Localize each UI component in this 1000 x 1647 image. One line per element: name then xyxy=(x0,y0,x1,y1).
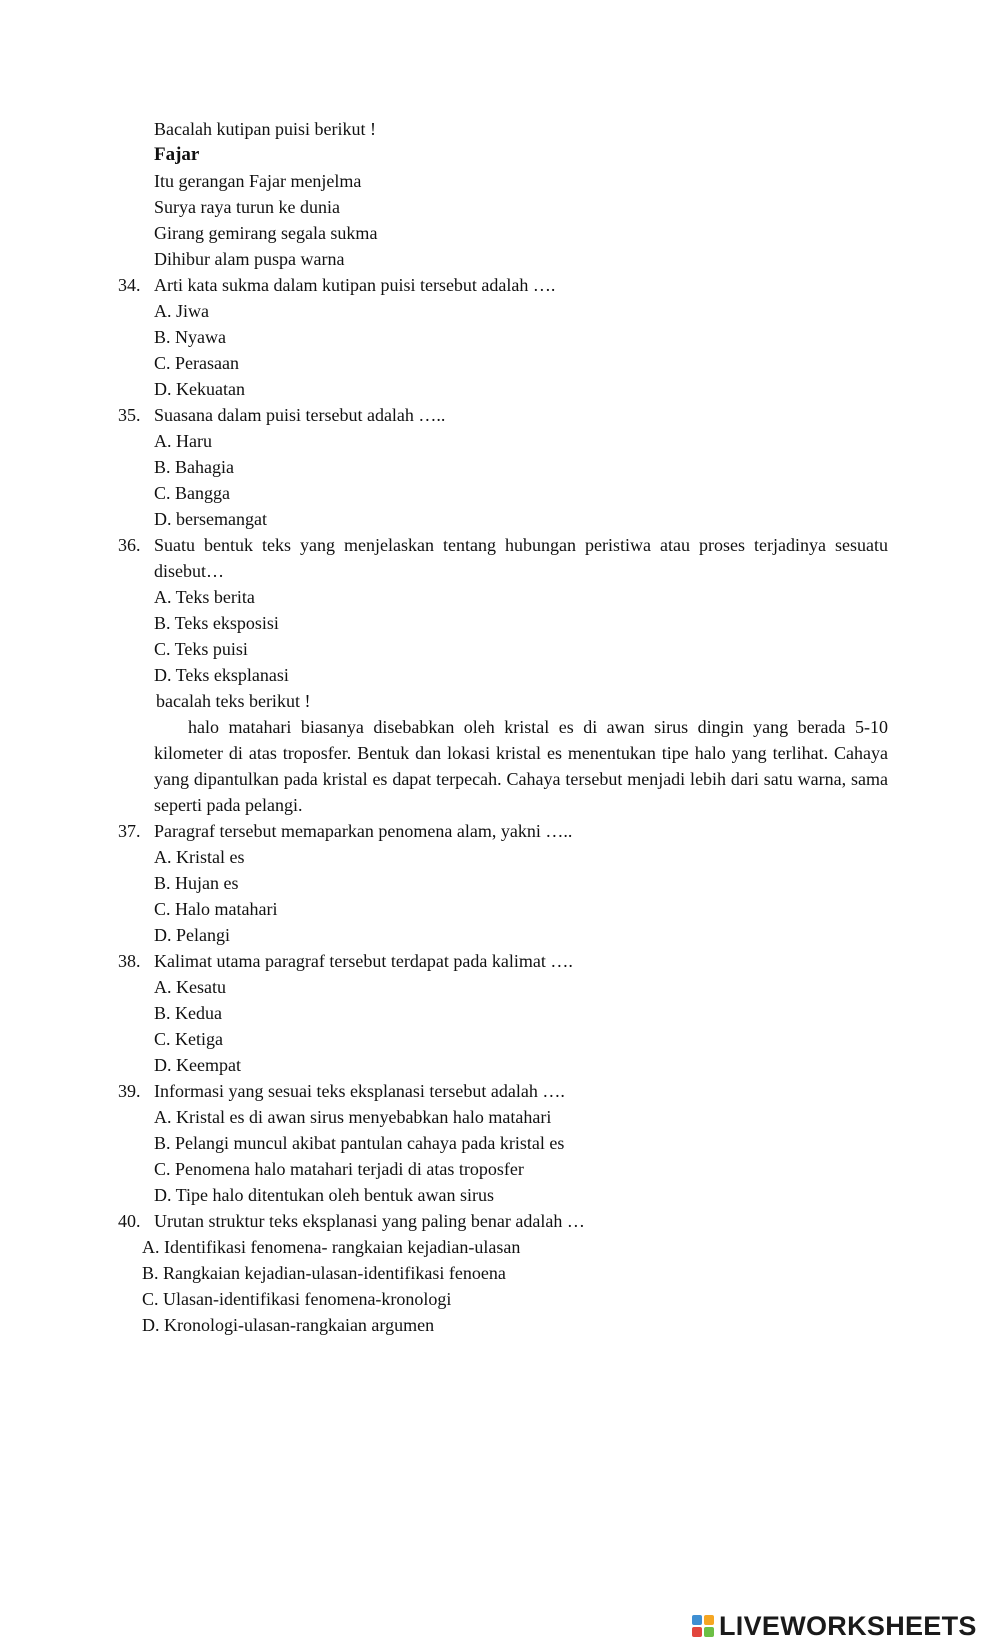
answer-option[interactable]: D. Tipe halo ditentukan oleh bentuk awan sirus xyxy=(154,1185,494,1205)
answer-option[interactable]: A. Kesatu xyxy=(154,977,226,997)
question-36 xyxy=(118,532,888,584)
answer-option[interactable]: D. Kekuatan xyxy=(154,379,245,399)
answer-option[interactable]: D. bersemangat xyxy=(154,509,267,529)
poem-line: Itu gerangan Fajar menjelma xyxy=(154,171,362,191)
answer-option[interactable]: C. Bangga xyxy=(154,483,230,503)
question-number: 34. xyxy=(118,275,141,295)
logo-square xyxy=(704,1615,714,1625)
answer-option[interactable]: D. Keempat xyxy=(154,1055,241,1075)
liveworksheets-logo-icon xyxy=(692,1615,714,1637)
answer-option[interactable]: C. Halo matahari xyxy=(154,899,278,919)
liveworksheets-logo[interactable] xyxy=(692,1611,977,1641)
question-text: Suatu bentuk teks yang menjelaskan tentang hubungan peristiwa atau proses terjadinya sesuatu disebut… xyxy=(154,535,888,581)
answer-option[interactable]: D. Teks eksplanasi xyxy=(154,665,289,685)
question-text: Paragraf tersebut memaparkan penomena alam, yakni ….. xyxy=(154,821,573,841)
answer-option[interactable]: B. Teks eksposisi xyxy=(154,613,279,633)
poem-line: Surya raya turun ke dunia xyxy=(154,197,340,217)
answer-option[interactable]: A. Kristal es di awan sirus menyebabkan halo matahari xyxy=(154,1107,552,1127)
answer-option[interactable]: C. Ulasan-identifikasi fenomena-kronologi xyxy=(142,1289,452,1309)
question-35 xyxy=(118,402,888,428)
poem-line: Dihibur alam puspa warna xyxy=(154,249,345,269)
answer-option[interactable]: A. Kristal es xyxy=(154,847,245,867)
question-number: 39. xyxy=(118,1081,141,1101)
logo-square xyxy=(692,1615,702,1625)
answer-option[interactable]: C. Teks puisi xyxy=(154,639,248,659)
answer-option[interactable]: B. Hujan es xyxy=(154,873,239,893)
question-number: 36. xyxy=(118,535,141,555)
answer-option[interactable]: B. Nyawa xyxy=(154,327,226,347)
poem-line: Girang gemirang segala sukma xyxy=(154,223,378,243)
question-number: 37. xyxy=(118,821,141,841)
answer-option[interactable]: C. Ketiga xyxy=(154,1029,223,1049)
document-body xyxy=(118,116,888,1338)
poem-instruction: Bacalah kutipan puisi berikut ! xyxy=(154,119,376,139)
answer-option[interactable]: B. Rangkaian kejadian-ulasan-identifikasi fenoena xyxy=(142,1263,506,1283)
question-text: Urutan struktur teks eksplanasi yang paling benar adalah … xyxy=(154,1211,585,1231)
answer-option[interactable]: D. Kronologi-ulasan-rangkaian argumen xyxy=(142,1315,435,1335)
passage-instruction: bacalah teks berikut ! xyxy=(156,691,311,711)
answer-option[interactable]: A. Haru xyxy=(154,431,212,451)
answer-option[interactable]: A. Teks berita xyxy=(154,587,255,607)
answer-option[interactable]: A. Jiwa xyxy=(154,301,209,321)
answer-option[interactable]: C. Penomena halo matahari terjadi di atas troposfer xyxy=(154,1159,524,1179)
logo-square xyxy=(692,1627,702,1637)
poem-title: Fajar xyxy=(154,144,200,165)
passage-paragraph: halo matahari biasanya disebabkan oleh kristal es di awan sirus dingin yang berada 5-10 kilometer di atas troposfer. Bentuk dan lokasi kristal es menentukan tipe halo yang terlihat. Cahaya yang dipantulkan pada kristal es dapat terpecah. Cahaya tersebut menjadi lebih dari satu warna, sama seperti pada pelangi. xyxy=(154,717,888,815)
question-39 xyxy=(118,1078,888,1104)
question-number: 38. xyxy=(118,951,141,971)
question-34 xyxy=(118,272,888,298)
answer-option[interactable]: B. Pelangi muncul akibat pantulan cahaya pada kristal es xyxy=(154,1133,565,1153)
answer-option[interactable]: D. Pelangi xyxy=(154,925,230,945)
question-text: Informasi yang sesuai teks eksplanasi tersebut adalah …. xyxy=(154,1081,565,1101)
question-38 xyxy=(118,948,888,974)
question-text: Arti kata sukma dalam kutipan puisi tersebut adalah …. xyxy=(154,275,556,295)
answer-option[interactable]: A. Identifikasi fenomena- rangkaian kejadian-ulasan xyxy=(142,1237,521,1257)
answer-option[interactable]: B. Bahagia xyxy=(154,457,234,477)
question-37 xyxy=(118,818,888,844)
logo-square xyxy=(704,1627,714,1637)
question-40 xyxy=(118,1208,888,1234)
question-number: 40. xyxy=(118,1211,141,1231)
question-text: Kalimat utama paragraf tersebut terdapat pada kalimat …. xyxy=(154,951,573,971)
answer-option[interactable]: B. Kedua xyxy=(154,1003,222,1023)
question-text: Suasana dalam puisi tersebut adalah ….. xyxy=(154,405,446,425)
question-number: 35. xyxy=(118,405,141,425)
logo-text: LIVEWORKSHEETS xyxy=(719,1610,977,1641)
answer-option[interactable]: C. Perasaan xyxy=(154,353,239,373)
